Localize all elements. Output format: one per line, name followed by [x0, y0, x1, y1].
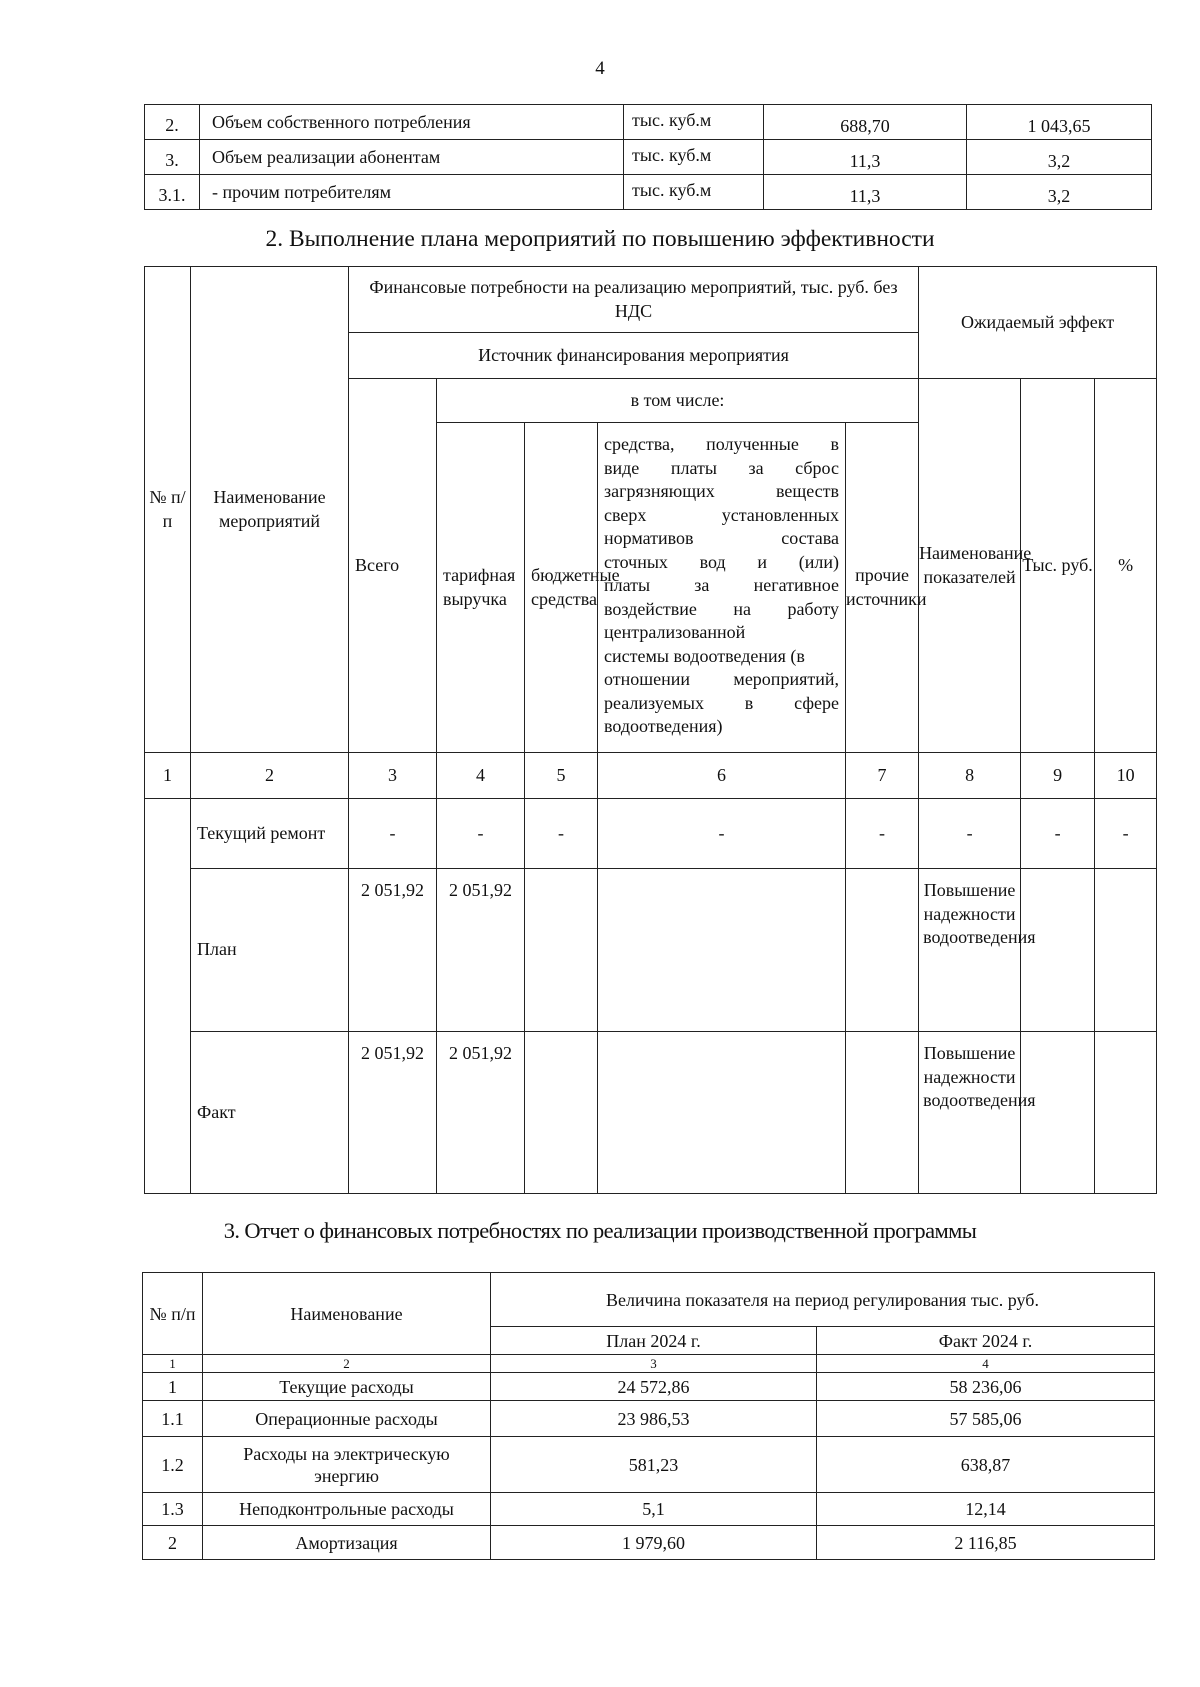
- col-number: 7: [846, 753, 919, 799]
- row-tariff: 2 051,92: [437, 1032, 525, 1194]
- row-pct: [1095, 1032, 1157, 1194]
- row-indicator: Повышение надежности водоотведения: [919, 869, 1021, 1032]
- volumes-table: [144, 104, 1152, 210]
- table-row: [143, 1437, 1155, 1493]
- row-fact: 12,14: [817, 1493, 1155, 1526]
- section-3-title: 3. Отчет о финансовых потребностях по реализации производственной программы: [223, 1218, 977, 1243]
- row-tariff: -: [437, 799, 525, 869]
- row-thous: [1021, 1032, 1095, 1194]
- row-name: Амортизация: [203, 1526, 491, 1560]
- row-total: 2 051,92: [349, 1032, 437, 1194]
- row-name: Объем реализации абонентам: [200, 140, 624, 175]
- col-number: 2: [191, 753, 349, 799]
- measures-table: [144, 266, 1157, 1194]
- col-number: 6: [598, 753, 846, 799]
- row-pct: -: [1095, 799, 1157, 869]
- row-plan: 5,1: [491, 1493, 817, 1526]
- row-unit: тыс. куб.м: [624, 105, 764, 140]
- header-name: Наименование мероприятий: [191, 267, 349, 753]
- row-thous: -: [1021, 799, 1095, 869]
- row-number: 1.3: [143, 1493, 203, 1526]
- table-row: [145, 105, 1152, 140]
- header-total: Всего: [349, 379, 437, 753]
- row-number: [145, 799, 191, 1194]
- row-number: 1.2: [143, 1437, 203, 1493]
- header-effect: Ожидаемый эффект: [919, 267, 1157, 379]
- table-row: [145, 799, 1157, 869]
- header-plan: План 2024 г.: [491, 1327, 817, 1355]
- row-name: Расходы на электрическую энергию: [203, 1437, 491, 1493]
- table-row: [145, 175, 1152, 210]
- header-other: прочие источники: [846, 423, 919, 753]
- row-budget: -: [525, 799, 598, 869]
- row-tariff: 2 051,92: [437, 869, 525, 1032]
- header-thous: Тыс. руб.: [1021, 379, 1095, 753]
- row-other: [846, 869, 919, 1032]
- header-name: Наименование: [203, 1273, 491, 1355]
- row-indicator: -: [919, 799, 1021, 869]
- row-name: Текущий ремонт: [191, 799, 349, 869]
- row-value-fact: 3,2: [967, 140, 1152, 175]
- table-row: [145, 869, 1157, 1032]
- header-num: № п/п: [143, 1273, 203, 1355]
- row-name: Объем собственного потребления: [200, 105, 624, 140]
- row-plan: 23 986,53: [491, 1401, 817, 1437]
- row-number: 1: [143, 1373, 203, 1401]
- row-number: 2: [143, 1526, 203, 1560]
- row-plan: 581,23: [491, 1437, 817, 1493]
- table-row: [143, 1526, 1155, 1560]
- row-budget: [525, 1032, 598, 1194]
- col-number: 3: [349, 753, 437, 799]
- header-fact: Факт 2024 г.: [817, 1327, 1155, 1355]
- row-name: - прочим потребителям: [200, 175, 624, 210]
- col-number: 8: [919, 753, 1021, 799]
- header-pct: %: [1095, 379, 1157, 753]
- col-number: 2: [203, 1355, 491, 1373]
- row-pct: [1095, 869, 1157, 1032]
- row-number: 3.: [145, 140, 200, 175]
- row-plan: 24 572,86: [491, 1373, 817, 1401]
- row-number: 3.1.: [145, 175, 200, 210]
- table-row: [143, 1373, 1155, 1401]
- row-value-fact: 3,2: [967, 175, 1152, 210]
- row-name: План: [191, 869, 349, 1032]
- row-other: -: [846, 799, 919, 869]
- row-total: -: [349, 799, 437, 869]
- header-incl: в том числе:: [437, 379, 919, 423]
- row-value-plan: 688,70: [764, 105, 967, 140]
- col-number: 9: [1021, 753, 1095, 799]
- row-unit: тыс. куб.м: [624, 175, 764, 210]
- header-source: Источник финансирования мероприятия: [349, 333, 919, 379]
- header-value: Величина показателя на период регулирования тыс. руб.: [491, 1273, 1155, 1327]
- col-number: 5: [525, 753, 598, 799]
- financial-needs-table: [142, 1272, 1155, 1560]
- table-row: [143, 1401, 1155, 1437]
- table-row: [143, 1493, 1155, 1526]
- header-budget: бюджетные средства: [525, 423, 598, 753]
- header-indicator: Наименование показателей: [919, 379, 1021, 753]
- row-number: 2.: [145, 105, 200, 140]
- row-budget: [525, 869, 598, 1032]
- row-fact: 58 236,06: [817, 1373, 1155, 1401]
- row-indicator: Повышение надежности водоотведения: [919, 1032, 1021, 1194]
- row-other: [846, 1032, 919, 1194]
- row-name: Операционные расходы: [203, 1401, 491, 1437]
- page-number: 4: [595, 58, 605, 79]
- row-total: 2 051,92: [349, 869, 437, 1032]
- header-num: № п/п: [145, 267, 191, 753]
- col-number: 1: [145, 753, 191, 799]
- row-name: Факт: [191, 1032, 349, 1194]
- col-number: 10: [1095, 753, 1157, 799]
- row-fees: -: [598, 799, 846, 869]
- col-number: 4: [817, 1355, 1155, 1373]
- row-unit: тыс. куб.м: [624, 140, 764, 175]
- row-name: Неподконтрольные расходы: [203, 1493, 491, 1526]
- header-fees: средства, полученные в виде платы за сброс загрязняющих веществ сверх установленных нормативов состава сточных вод и (или) платы за негативное воздействие на работу централизованной системы водоотведения (в отношении мероприятий, реализуемых в сфере водоотведения): [598, 423, 846, 753]
- table-row: [145, 140, 1152, 175]
- col-number: 3: [491, 1355, 817, 1373]
- row-value-fact: 1 043,65: [967, 105, 1152, 140]
- row-name: Текущие расходы: [203, 1373, 491, 1401]
- col-number: 1: [143, 1355, 203, 1373]
- col-number: 4: [437, 753, 525, 799]
- row-fact: 57 585,06: [817, 1401, 1155, 1437]
- section-2-title: 2. Выполнение плана мероприятий по повышению эффективности: [265, 226, 935, 252]
- row-fact: 2 116,85: [817, 1526, 1155, 1560]
- row-thous: [1021, 869, 1095, 1032]
- row-value-plan: 11,3: [764, 140, 967, 175]
- row-fees: [598, 1032, 846, 1194]
- row-value-plan: 11,3: [764, 175, 967, 210]
- header-tariff: тарифная выручка: [437, 423, 525, 753]
- header-fin-needs: Финансовые потребности на реализацию мероприятий, тыс. руб. без НДС: [349, 267, 919, 333]
- table-row: [145, 1032, 1157, 1194]
- row-fees: [598, 869, 846, 1032]
- row-plan: 1 979,60: [491, 1526, 817, 1560]
- row-number: 1.1: [143, 1401, 203, 1437]
- row-fact: 638,87: [817, 1437, 1155, 1493]
